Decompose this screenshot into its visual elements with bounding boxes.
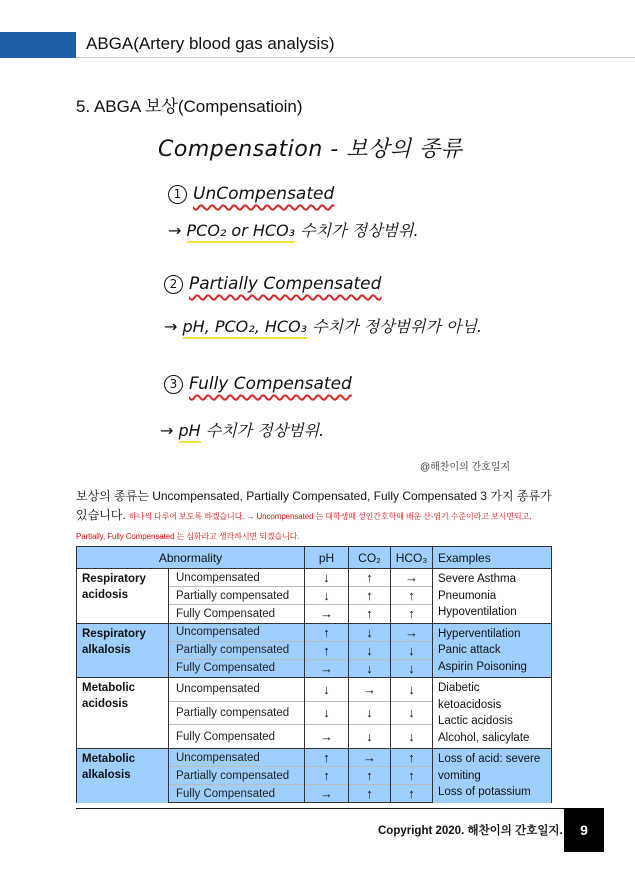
example-item: vomiting xyxy=(438,769,481,782)
examples-cell xyxy=(433,569,552,624)
footer-copyright: Copyright 2020. 해찬이의 간호일지. xyxy=(378,825,563,837)
state-cell: Uncompensated xyxy=(169,749,305,767)
header-ph: pH xyxy=(305,547,349,569)
example-item: Alcohol, salicylate xyxy=(438,731,530,744)
co2-arrow: ↑ xyxy=(349,785,391,803)
circled-number: 1 xyxy=(168,185,187,204)
state-cell: Uncompensated xyxy=(169,623,305,641)
state-cell: Partially compensated xyxy=(169,641,305,659)
circled-number: 3 xyxy=(164,375,183,394)
example-item: Aspirin Poisoning xyxy=(438,660,527,673)
co2-arrow: → xyxy=(349,749,391,767)
condition-name: Respiratory xyxy=(82,627,146,640)
example-item: Severe Asthma xyxy=(438,573,516,585)
example-item: Hypoventilation xyxy=(438,606,517,618)
hco3-arrow: ↓ xyxy=(391,659,433,677)
abga-compensation-table xyxy=(76,546,552,803)
ph-arrow: ↓ xyxy=(305,701,349,725)
condition-name: Metabolic xyxy=(82,753,136,765)
co2-arrow: → xyxy=(349,678,391,702)
hco3-arrow: → xyxy=(391,623,433,641)
header-co2: CO₂ xyxy=(349,547,391,569)
hco3-arrow: → xyxy=(391,569,433,587)
highlighted-values: PCO₂ or HCO₃ xyxy=(187,221,296,243)
note-item-label: UnCompensated xyxy=(193,184,335,204)
desc-text: 수치가 정상범위. xyxy=(295,221,419,240)
hco3-arrow: ↓ xyxy=(391,701,433,725)
note-item-2 xyxy=(164,274,381,294)
ph-arrow: ↓ xyxy=(305,587,349,605)
footer-divider xyxy=(76,808,564,809)
ph-arrow: ↑ xyxy=(305,641,349,659)
condition-name: alkalosis xyxy=(82,769,131,781)
header-accent-bar xyxy=(0,32,76,58)
example-item: Loss of acid: severe xyxy=(438,753,541,765)
hco3-arrow: ↓ xyxy=(391,678,433,702)
condition-name: alkalosis xyxy=(82,643,131,656)
arrow-prefix: → xyxy=(168,221,187,240)
state-cell: Fully Compensated xyxy=(169,659,305,677)
page-number: 9 xyxy=(564,808,604,852)
circled-number: 2 xyxy=(164,275,183,294)
header-abnormality: Abnormality xyxy=(77,547,305,569)
note-item-2-desc xyxy=(164,314,482,337)
table-row xyxy=(77,623,552,641)
co2-arrow: ↑ xyxy=(349,587,391,605)
note-item-label: Partially Compensated xyxy=(189,274,382,294)
ph-arrow: → xyxy=(305,725,349,749)
state-cell: Fully Compensated xyxy=(169,725,305,749)
hco3-arrow: ↑ xyxy=(391,587,433,605)
desc-text: 수치가 정상범위. xyxy=(200,421,325,440)
hco3-arrow: ↓ xyxy=(391,725,433,749)
state-cell: Uncompensated xyxy=(169,678,305,702)
hco3-arrow: ↑ xyxy=(391,785,433,803)
ph-arrow: → xyxy=(305,785,349,803)
header-examples: Examples xyxy=(433,547,552,569)
paragraph-text: 보상의 종류는 Uncompensated, Partially Compensated, Fully Compensated 3 가지 종류가 있습니다. xyxy=(76,489,552,522)
image-credit: @해찬이의 간호일지 xyxy=(420,462,511,473)
state-cell: Partially compensated xyxy=(169,701,305,725)
co2-arrow: ↓ xyxy=(349,659,391,677)
arrow-prefix: → xyxy=(164,317,183,336)
co2-arrow: ↓ xyxy=(349,623,391,641)
header-hco3: HCO₃ xyxy=(391,547,433,569)
condition-cell xyxy=(77,749,169,803)
co2-arrow: ↓ xyxy=(349,641,391,659)
highlighted-values: pH, PCO₂, HCO₃ xyxy=(183,317,308,339)
example-item: Pneumonia xyxy=(438,589,497,602)
section-title: 5. ABGA 보상(Compensatioin) xyxy=(76,97,303,116)
desc-text: 수치가 정상범위가 아님. xyxy=(307,317,482,336)
ph-arrow: → xyxy=(305,659,349,677)
condition-name: Metabolic xyxy=(82,682,136,694)
note-item-label: Fully Compensated xyxy=(189,374,352,394)
example-item: Lactic acidosis xyxy=(438,715,513,727)
ph-arrow: ↑ xyxy=(305,749,349,767)
ph-arrow: → xyxy=(305,605,349,623)
state-cell: Fully Compensated xyxy=(169,605,305,623)
note-item-3-desc xyxy=(160,418,324,441)
table-header-row xyxy=(77,547,552,569)
co2-arrow: ↑ xyxy=(349,767,391,785)
note-item-3 xyxy=(164,374,352,394)
co2-arrow: ↑ xyxy=(349,605,391,623)
header-divider xyxy=(76,57,635,58)
ph-arrow: ↓ xyxy=(305,569,349,587)
hco3-arrow: ↑ xyxy=(391,767,433,785)
note-title: Compensation - 보상의 종류 xyxy=(158,137,463,162)
table-row xyxy=(77,678,552,702)
hco3-arrow: ↑ xyxy=(391,749,433,767)
co2-arrow: ↓ xyxy=(349,701,391,725)
note-item-1 xyxy=(168,184,334,204)
ph-arrow: ↓ xyxy=(305,678,349,702)
example-item: Diabetic ketoacidosis xyxy=(438,682,502,711)
document-header-title: ABGA(Artery blood gas analysis) xyxy=(86,34,335,53)
ph-arrow: ↑ xyxy=(305,623,349,641)
hco3-arrow: ↑ xyxy=(391,605,433,623)
arrow-prefix: → xyxy=(160,421,179,440)
paragraph-red-note: 하나씩 다루어 보도록 하겠습니다. → Uncompensated 는 대학생때 성인간호학때 배운 산-염기 수준이라고 보시면되고, Partially, Fully Compensated 는 심화라고 생각하시면 되겠습니다. xyxy=(76,512,532,541)
examples-cell xyxy=(433,678,552,749)
table-row xyxy=(77,749,552,767)
condition-name: acidosis xyxy=(82,698,129,710)
state-cell: Partially compensated xyxy=(169,587,305,605)
examples-cell xyxy=(433,623,552,678)
condition-name: Respiratory xyxy=(82,573,146,585)
handwritten-note xyxy=(150,122,570,452)
condition-cell xyxy=(77,623,169,678)
example-item: Loss of potassium xyxy=(438,786,531,798)
state-cell: Fully Compensated xyxy=(169,785,305,803)
table-row xyxy=(77,569,552,587)
co2-arrow: ↑ xyxy=(349,569,391,587)
condition-cell xyxy=(77,678,169,749)
examples-cell xyxy=(433,749,552,803)
note-item-1-desc xyxy=(168,218,419,241)
example-item: Panic attack xyxy=(438,644,501,656)
condition-name: acidosis xyxy=(82,589,129,601)
ph-arrow: ↑ xyxy=(305,767,349,785)
state-cell: Partially compensated xyxy=(169,767,305,785)
example-item: Hyperventilation xyxy=(438,627,521,640)
highlighted-values: pH xyxy=(179,421,201,443)
hco3-arrow: ↓ xyxy=(391,641,433,659)
state-cell: Uncompensated xyxy=(169,569,305,587)
co2-arrow: ↓ xyxy=(349,725,391,749)
condition-cell xyxy=(77,569,169,624)
description-paragraph xyxy=(76,487,556,546)
